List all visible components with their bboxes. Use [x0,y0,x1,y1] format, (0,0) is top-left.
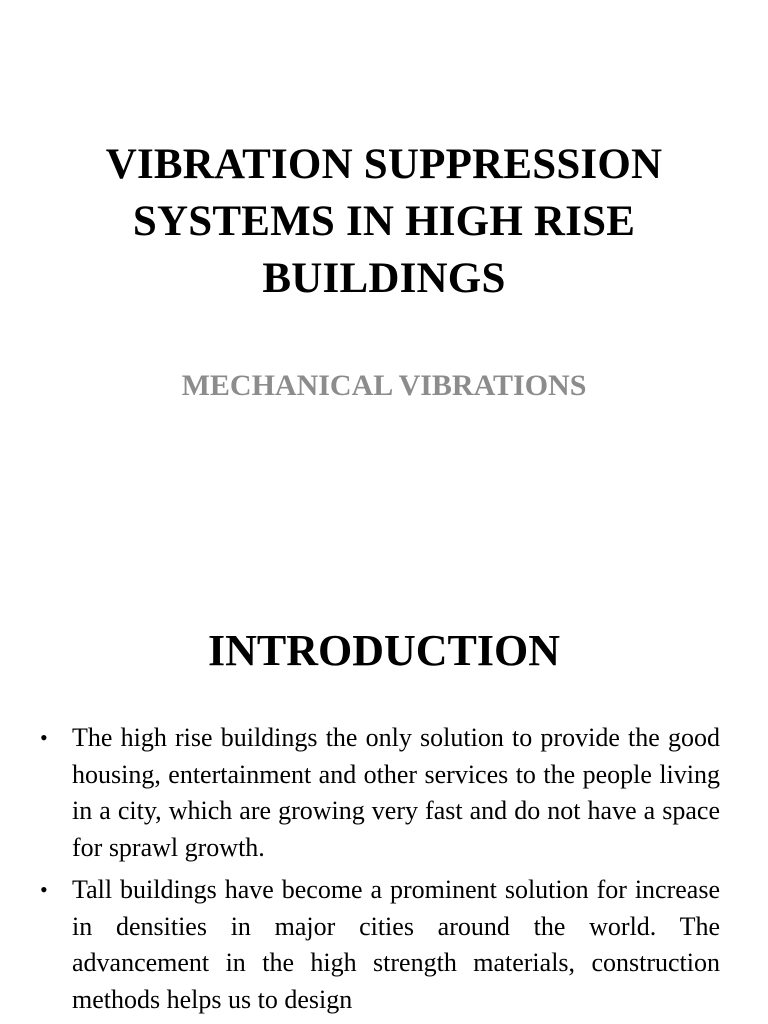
bullet-item [0,872,768,1018]
presentation-title: VIBRATION SUPPRESSION SYSTEMS IN HIGH RISE BUILDINGS [105,141,663,302]
bullet-item [0,720,768,866]
bullet-icon: • [40,725,48,750]
presentation-subtitle: MECHANICAL VIBRATIONS [181,369,587,402]
section-heading: INTRODUCTION [207,626,561,675]
bullet-list [0,720,768,1024]
bullet-text: The high rise buildings the only solution to provide the good housing, entertainment and other services to the people living in a city, which are growing very fast and do not have a space for sprawl growth. [72,723,720,862]
introduction-slide [0,590,768,1024]
bullet-text: Tall buildings have become a prominent solution for increase in densities in major cities around the world. The advancement in the high strength materials, construction methods helps us to design [72,875,720,1014]
bullet-icon: • [40,877,48,902]
